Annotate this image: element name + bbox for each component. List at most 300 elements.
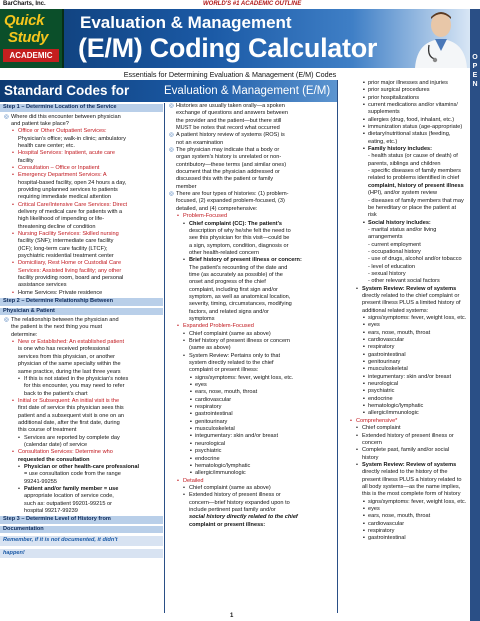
line-text: patient and a subsequent visit is one on an	[18, 412, 125, 419]
bullet-square-icon: ▪	[363, 520, 365, 527]
text-line	[338, 425, 469, 432]
text-line	[0, 442, 163, 449]
text-line	[338, 337, 469, 344]
text-line	[338, 300, 469, 307]
text-line	[165, 191, 336, 198]
line-text: integumentary: skin and/or breast	[195, 433, 279, 440]
text-line	[338, 102, 469, 109]
line-text: Domiciliary, Rest Home or Custodial Care	[18, 260, 122, 267]
text-line	[0, 427, 163, 434]
text-line	[165, 132, 336, 139]
text-line	[165, 213, 336, 220]
line-text: prior hospitalizations	[368, 94, 419, 101]
line-text: delivery of medical care for patients with a	[18, 208, 123, 215]
text-line	[338, 528, 469, 535]
text-line	[165, 514, 336, 521]
line-text: assistance services	[18, 282, 67, 289]
text-line	[0, 420, 163, 427]
line-text: time (as accurately as possible) of the	[189, 271, 283, 278]
bullet-square-icon: ▪	[363, 87, 365, 94]
line-text: history	[362, 454, 379, 461]
line-text: the patient is the next thing you must	[11, 324, 103, 331]
text-line	[338, 535, 469, 542]
line-text: eyes	[368, 505, 380, 512]
line-text: Consultation Services: Determine who	[18, 449, 113, 456]
bullet-dot-icon: •	[12, 201, 14, 208]
bullet-dot-icon: •	[12, 260, 14, 267]
text-line	[338, 499, 469, 506]
text-line	[0, 260, 163, 267]
text-line	[165, 522, 336, 529]
line-text: onset and progress of the chief	[189, 279, 266, 286]
line-text: all body systems—as the name implies,	[362, 483, 461, 490]
line-text: directly related to the chief complaint or	[362, 292, 460, 299]
line-text: Physician's office; walk-in clinic; ambulatory	[18, 135, 126, 142]
bullet-square-icon: ▪	[363, 146, 365, 153]
text-line	[338, 80, 469, 87]
bullet-square-icon: ▪	[190, 389, 192, 396]
text-line	[0, 317, 163, 324]
bullet-square-icon: ▪	[363, 366, 365, 373]
step-heading	[0, 104, 163, 112]
text-line	[338, 161, 469, 168]
text-line	[165, 176, 336, 183]
line-text: high likelihood of impending or life-	[18, 216, 105, 223]
line-text: - health status (or cause of death) of	[368, 153, 458, 160]
text-line	[165, 500, 336, 507]
line-text: such as: outpatient 99201-99215 or	[24, 500, 113, 507]
text-line	[338, 484, 469, 491]
text-line	[0, 246, 163, 253]
text-line	[165, 198, 336, 205]
bullet-square-icon: ▪	[190, 382, 192, 389]
text-line	[338, 352, 469, 359]
bullet-dot-icon: •	[350, 417, 352, 424]
text-line	[338, 124, 469, 131]
text-line	[165, 294, 336, 301]
line-text: prior major illnesses and injuries	[368, 80, 448, 86]
line-text: additional date, after the first date, during	[18, 419, 120, 426]
line-text: contributory—these terms (and similar ones)	[176, 161, 287, 168]
line-text: The patient's recounting of the date and	[189, 264, 288, 271]
line-text: musculoskeletal	[195, 426, 235, 433]
publisher-name: BarCharts, Inc.	[3, 1, 46, 7]
line-text: endocrine	[368, 395, 393, 402]
text-line	[338, 455, 469, 462]
line-text: - specific diseases of family members	[368, 168, 461, 175]
line-text: services from this physician, or another	[18, 353, 115, 360]
line-text: Office or Other Outpatient Services:	[18, 128, 107, 135]
step-heading	[0, 526, 163, 534]
line-text: genitourinary	[195, 418, 228, 425]
bullet-square-icon: ▪	[363, 395, 365, 402]
line-text: concern—brief history expanded upon to	[189, 499, 290, 506]
text-line	[165, 103, 336, 110]
line-text: signs/symptoms: fever, weight loss, etc.	[195, 374, 294, 381]
text-line	[165, 507, 336, 514]
text-line	[0, 143, 163, 150]
text-line	[165, 243, 336, 250]
text-line	[338, 109, 469, 116]
text-line	[165, 397, 336, 404]
text-line	[0, 398, 163, 405]
text-line	[338, 117, 469, 124]
text-line	[165, 272, 336, 279]
page-title-line2: (E/M) Coding Calculator	[78, 33, 378, 63]
text-line	[338, 271, 469, 278]
text-line	[338, 469, 469, 476]
line-text: description of why he/she felt the need to	[189, 227, 291, 234]
line-text: Family history includes:	[368, 146, 433, 153]
line-text: Step 2 – Determine Relationship Between	[3, 298, 114, 305]
text-line	[0, 413, 163, 420]
line-text: cardiovascular	[368, 520, 405, 527]
line-text: member	[176, 183, 197, 190]
text-line	[165, 125, 336, 132]
section-title-main: Standard Codes for	[4, 83, 130, 98]
bullet-square-icon: ▪	[363, 410, 365, 417]
bullet-square-icon: ▪	[363, 315, 365, 321]
text-line	[165, 375, 336, 382]
bullet-square-icon: ▪	[363, 535, 365, 542]
bullet-circle-icon: ◎	[169, 147, 174, 154]
text-line	[338, 418, 469, 425]
text-line	[165, 206, 336, 213]
bullet-square-icon: ▪	[190, 440, 192, 447]
line-text: eyes	[368, 322, 380, 329]
line-text: Extended history of present illness or	[189, 492, 281, 499]
line-text: determine:	[11, 331, 38, 338]
bullet-dot-icon: •	[18, 375, 20, 382]
line-text: discussed this with the patient or family	[176, 176, 274, 183]
text-line	[165, 433, 336, 440]
line-text: Chief complaint (same as above)	[189, 330, 271, 337]
line-text: Step 3 – Determine Level of History from	[3, 516, 111, 523]
line-text: physician of the same specialty within the	[18, 361, 121, 368]
page-number: 1	[230, 613, 234, 619]
line-text: and patient take place?	[11, 120, 69, 127]
text-line	[0, 449, 163, 456]
text-line	[165, 492, 336, 499]
line-text: hospital 99217-99239	[24, 508, 78, 515]
line-text: is one who has received professional	[18, 346, 110, 353]
text-line	[338, 381, 469, 388]
line-text: neurological	[368, 381, 399, 388]
bullet-square-icon: ▪	[363, 219, 365, 226]
bullet-dot-icon: •	[12, 164, 14, 171]
line-text: factors, and related signs and/or	[189, 308, 269, 315]
line-text: gastrointestinal	[195, 411, 233, 418]
bullet-square-icon: ▪	[190, 448, 192, 455]
line-text: hematologic/lymphatic	[368, 403, 424, 410]
text-line	[0, 383, 163, 390]
text-line	[338, 491, 469, 498]
bullet-square-icon: ▪	[190, 374, 192, 381]
text-line	[165, 140, 336, 147]
text-line	[338, 87, 469, 94]
text-line	[338, 286, 469, 293]
text-line	[165, 331, 336, 338]
text-line	[0, 194, 163, 201]
column-left	[0, 103, 163, 613]
line-text: System Review: Review of systems	[362, 285, 457, 292]
text-line	[338, 205, 469, 212]
bullet-dot-icon: •	[12, 128, 14, 135]
text-line	[165, 265, 336, 272]
line-text: Histories are usually taken orally—a spoken	[176, 103, 285, 109]
text-line	[338, 153, 469, 160]
line-text: respiratory	[195, 404, 222, 411]
text-line	[0, 282, 163, 289]
remember-note	[0, 549, 163, 558]
bullet-square-icon: ▪	[190, 433, 192, 440]
text-line	[165, 426, 336, 433]
bullet-dot-icon: •	[18, 463, 20, 470]
bullet-dot-icon: •	[356, 461, 358, 468]
line-text: respiratory	[368, 344, 395, 351]
line-text: requested the consultation	[18, 456, 90, 463]
line-text: System Review: Pertains only to that	[189, 352, 281, 359]
line-text: Services: Assisted living facility; any other	[18, 267, 122, 274]
bullet-circle-icon: ◎	[169, 103, 174, 109]
text-line	[0, 471, 163, 478]
line-text: arrangements	[368, 234, 403, 241]
text-line	[165, 323, 336, 330]
text-line	[0, 238, 163, 245]
line-text: System Review: Review of systems	[362, 461, 457, 468]
line-text: There are four types of histories: (1) problem-	[176, 191, 289, 198]
column-middle	[165, 103, 336, 613]
line-text: signs/symptoms: fever, weight loss, etc.	[368, 315, 467, 321]
text-line	[0, 391, 163, 398]
bullet-dot-icon: •	[177, 323, 179, 330]
bullet-square-icon: ▪	[363, 381, 365, 388]
line-text: = use consultation code from the range	[24, 471, 121, 478]
text-line	[165, 169, 336, 176]
bullet-square-icon: ▪	[363, 505, 365, 512]
line-text: this course of treatment	[18, 427, 77, 434]
text-line	[0, 486, 163, 493]
line-text: appropriate location of service code,	[24, 493, 114, 500]
line-text: symptom, as well as anatomical location,	[189, 293, 291, 300]
line-text: A patient history review of systems (ROS) is	[176, 132, 285, 139]
text-line	[338, 139, 469, 146]
text-line	[165, 360, 336, 367]
text-line	[165, 345, 336, 352]
text-line	[0, 324, 163, 331]
text-line	[0, 332, 163, 339]
text-line	[0, 209, 163, 216]
line-text: Chief complaint	[362, 425, 401, 432]
line-text: signs/symptoms: fever, weight loss, etc.	[368, 498, 467, 505]
text-line	[165, 162, 336, 169]
text-line	[0, 501, 163, 508]
line-text: facility	[18, 157, 34, 164]
bullet-square-icon: ▪	[363, 337, 365, 344]
line-text: same practice, during the last three years	[18, 368, 121, 375]
doctor-illustration-icon	[405, 9, 470, 68]
line-text: Chief complaint (same as above)	[189, 484, 271, 491]
line-text: Extended history of present illness or	[362, 432, 454, 439]
text-line	[0, 493, 163, 500]
text-line	[165, 221, 336, 228]
text-line	[0, 253, 163, 260]
text-line	[0, 187, 163, 194]
bullet-square-icon: ▪	[363, 359, 365, 366]
line-text: Consultation – Office or Inpatient	[18, 164, 100, 171]
bullet-square-icon: ▪	[363, 351, 365, 358]
line-text: present illness PLUS a history related to	[362, 476, 462, 483]
line-text: current medications and/or vitamins/	[368, 102, 458, 109]
bullet-dot-icon: •	[12, 150, 14, 157]
text-line	[338, 190, 469, 197]
line-text: ears, nose, mouth, throat	[368, 513, 431, 520]
line-text: threatening decline of condition	[18, 223, 96, 230]
text-line	[165, 184, 336, 191]
text-line	[165, 485, 336, 492]
text-line	[165, 110, 336, 117]
side-tab-label: OPEN	[472, 54, 478, 88]
bullet-dot-icon: •	[183, 484, 185, 491]
bullet-dot-icon: •	[177, 477, 179, 484]
bullet-dot-icon: •	[12, 449, 14, 456]
text-line	[338, 410, 469, 417]
line-text: facility (SNF); intermediate care facility	[18, 238, 114, 245]
bullet-circle-icon: ◎	[4, 317, 9, 324]
bullet-dot-icon: •	[183, 338, 185, 344]
bullet-dot-icon: •	[356, 432, 358, 439]
line-text: providing unplanned services to patients	[18, 186, 118, 193]
line-text: not an examination	[176, 139, 224, 146]
line-text: gastrointestinal	[368, 351, 406, 358]
line-text: gastrointestinal	[368, 535, 406, 542]
text-line	[165, 279, 336, 286]
text-line	[0, 369, 163, 376]
text-line	[338, 315, 469, 322]
text-line	[338, 168, 469, 175]
line-text: Expanded Problem-Focused	[183, 323, 254, 330]
text-line	[338, 374, 469, 381]
text-line	[0, 202, 163, 209]
title-banner	[0, 9, 470, 68]
line-text: musculoskeletal	[368, 366, 408, 373]
text-line	[338, 308, 469, 315]
text-line	[0, 435, 163, 442]
text-line	[0, 165, 163, 172]
text-line	[338, 183, 469, 190]
line-text: Social history includes:	[368, 219, 431, 226]
line-text: - use of drugs, alcohol and/or tobacco	[368, 256, 462, 263]
line-text: endocrine	[195, 455, 220, 462]
line-text: respiratory	[368, 527, 395, 534]
text-line	[165, 463, 336, 470]
bullet-dot-icon: •	[356, 285, 358, 292]
text-line	[165, 470, 336, 477]
text-line	[338, 477, 469, 484]
section-title-sub: Evaluation & Management (E/M)	[164, 85, 331, 97]
line-text: - marital status and/or living	[368, 226, 437, 233]
bullet-square-icon: ▪	[190, 462, 192, 469]
line-text: The physician may indicate that a body or	[176, 147, 280, 154]
line-text: complaint, including first sign and/or	[189, 286, 278, 293]
line-text: ears, nose, mouth, throat	[368, 329, 431, 336]
line-text: this is the most complete form of history	[362, 491, 461, 498]
text-line	[338, 234, 469, 241]
line-text: directly related to the history of the	[362, 469, 448, 476]
line-text: complaint or present illness:	[189, 367, 259, 374]
line-text: psychiatric residential treatment center	[18, 253, 114, 260]
line-text: Physician & Patient	[3, 307, 55, 314]
bullet-square-icon: ▪	[363, 94, 365, 101]
text-line	[338, 440, 469, 447]
text-line	[338, 359, 469, 366]
text-line	[165, 367, 336, 374]
bullet-square-icon: ▪	[190, 404, 192, 411]
text-line	[338, 256, 469, 263]
line-text: requiring immediate medical attention	[18, 194, 111, 201]
bullet-square-icon: ▪	[363, 116, 365, 123]
bullet-square-icon: ▪	[363, 527, 365, 534]
text-line	[165, 411, 336, 418]
line-text: Home Services: Private residence	[18, 289, 103, 296]
text-line	[0, 216, 163, 223]
bullet-square-icon: ▪	[363, 513, 365, 520]
line-text: Hospital Services: Inpatient, acute care	[18, 150, 116, 157]
line-text: Comprehensive*	[356, 417, 398, 424]
text-line	[165, 448, 336, 455]
bullet-square-icon: ▪	[363, 124, 365, 131]
line-text: the provider and the patient—but there still	[176, 117, 282, 124]
line-text: complaint or present illness:	[189, 521, 266, 528]
line-text: Step 1 – Determine Location of the Service	[3, 104, 117, 110]
text-line	[338, 447, 469, 454]
text-line	[0, 158, 163, 165]
text-line	[0, 479, 163, 486]
line-text: supplements	[368, 109, 400, 116]
line-text: focused, (2) expanded problem-focused, (3)	[176, 198, 285, 205]
bullet-square-icon: ▪	[363, 344, 365, 351]
bullet-square-icon: ▪	[363, 403, 365, 410]
line-text: be hereditary or place the patient at	[368, 204, 457, 211]
text-line	[338, 227, 469, 234]
line-text: psychiatric	[195, 448, 222, 455]
line-text: neurological	[195, 440, 226, 447]
line-text: facility providing room, board and personal	[18, 275, 124, 282]
text-line	[338, 330, 469, 337]
bullet-square-icon: ▪	[363, 373, 365, 380]
bullet-square-icon: ▪	[190, 411, 192, 418]
text-line	[338, 242, 469, 249]
text-line	[338, 388, 469, 395]
line-text: include pertinent past family and/or	[189, 506, 276, 513]
bullet-dot-icon: •	[12, 339, 14, 346]
line-text: concern	[362, 439, 382, 446]
line-text: - occupational history	[368, 248, 421, 255]
line-text: health care center; etc.	[18, 142, 75, 149]
text-line	[338, 198, 469, 205]
text-line	[0, 464, 163, 471]
text-line	[338, 278, 469, 285]
text-line	[0, 354, 163, 361]
line-text: a sign, symptom, condition, diagnosis or	[189, 242, 289, 249]
line-text: (calendar date) of service	[24, 441, 88, 448]
line-text: Physician or other health-care professional	[24, 463, 140, 470]
line-text: prior surgical procedures	[368, 87, 430, 94]
line-text: Brief history of present illness or concern:	[189, 257, 302, 264]
text-line	[338, 131, 469, 138]
line-text: allergies (drug, food, inhalant, etc.)	[368, 116, 455, 123]
line-text: psychiatric	[368, 388, 395, 395]
